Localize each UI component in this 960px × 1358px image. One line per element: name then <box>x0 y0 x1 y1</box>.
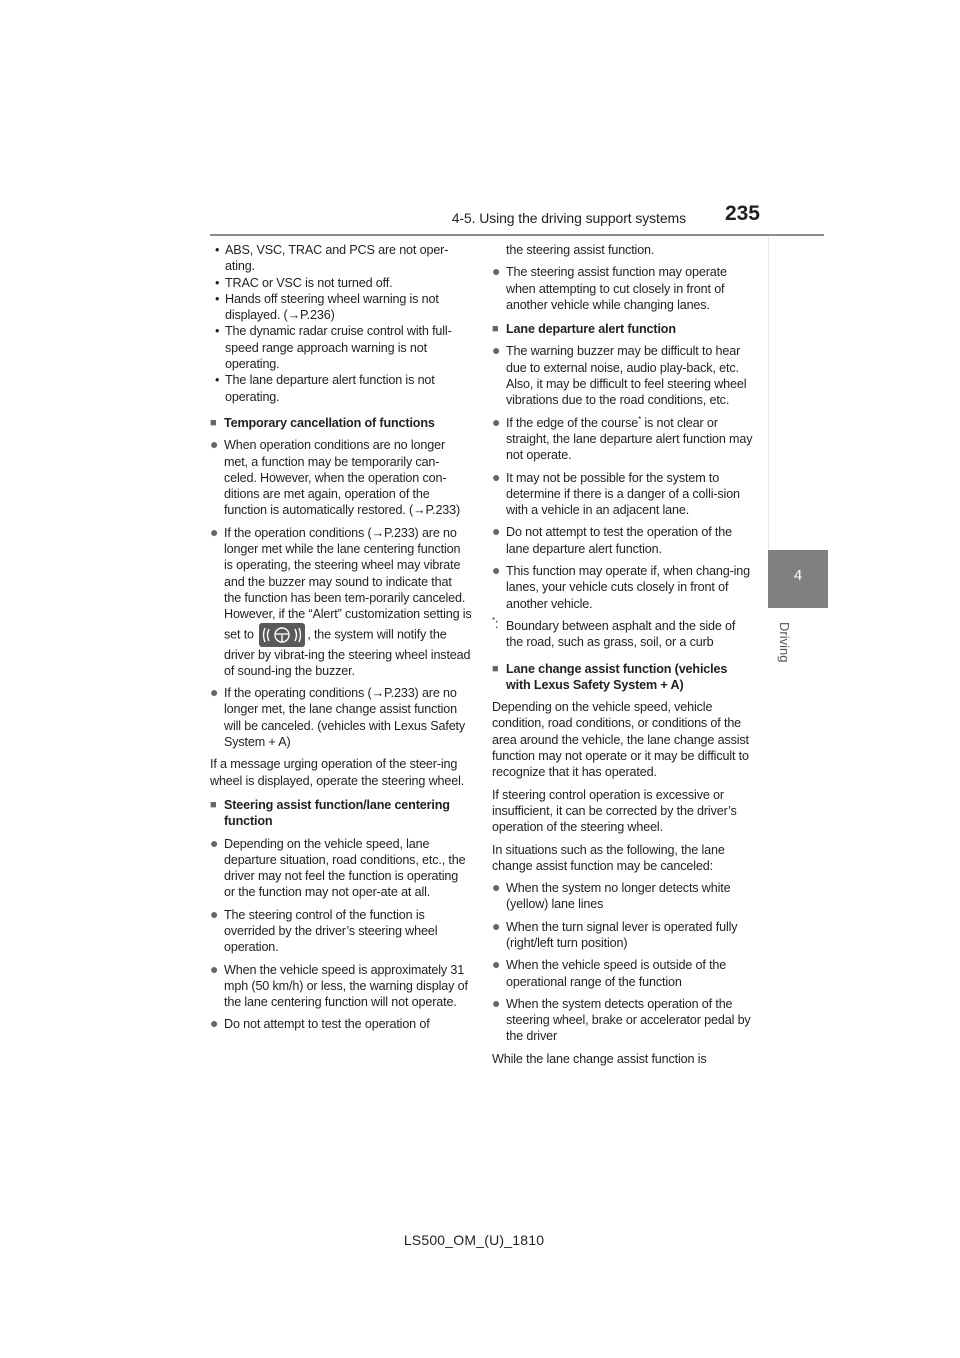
paragraph: Depending on the vehicle speed, vehicle condition, road conditions, or conditions of the area around the vehicle, the lane change assist function may not operate or it may be difficult to recognize that it has operated. <box>492 700 749 780</box>
list-item: ● If the edge of the course* is not clear or straight, the lane departure alert function may not operate. <box>492 413 753 463</box>
paragraph: While the lane change assist function is <box>492 1051 707 1066</box>
list-item: ● If the operation conditions (→P.233) are no longer met while the lane centering function is operating, the steering wheel may vibrate and the buzzer may sound to indicate that the function has been tem-porarily canceled. However, if the “Alert” customization setting is set to , the system will notify the driver by vibrat-ing the steering wheel instead of sound-ing the buzzer. <box>210 523 472 678</box>
paragraph: If a message urging operation of the steer-ing wheel is displayed, operate the steering wheel. <box>210 757 465 788</box>
list-item: ● When the system no longer detects white (yellow) lane lines <box>492 879 731 912</box>
list-item: ● This function may operate if, when chang-ing lanes, your vehicle cuts closely in front of another vehicle. <box>492 562 751 611</box>
list-item: ● Do not attempt to test the operation of the lane departure alert function. <box>492 523 732 556</box>
right-column <box>492 242 754 1067</box>
list-item: ● When the system detects operation of the steering wheel, brake or accelerator pedal by the driver <box>492 994 751 1044</box>
section-heading: ■ Temporary cancellation of functions <box>210 415 435 430</box>
paragraph-continuation: the steering assist function. <box>506 243 655 257</box>
section-heading: ■ Lane change assist function (vehicles with Lexus Safety System + A) <box>492 661 728 692</box>
paragraph: In situations such as the following, the lane change assist function may be canceled: <box>492 842 725 873</box>
chapter-label: Driving <box>777 622 792 663</box>
list-item: ● It may not be possible for the system to determine if there is a danger of a colli-sion with a vehicle in an adjacent lane. <box>492 468 740 518</box>
list-item: ● If the operating conditions (→P.233) are no longer met, the lane change assist function will be canceled. (vehicles with Lexus Safety System + A) <box>210 684 466 750</box>
footnote: *: Boundary between asphalt and the side of the road, such as grass, soil, or a curb <box>492 615 736 650</box>
list-item: ● Depending on the vehicle speed, lane departure situation, road conditions, etc., the driver may not feel the function is operating or the function may not oper-ate at all. <box>210 834 466 900</box>
list-item: • Hands off steering wheel warning is not displayed. (→P.236) <box>215 291 439 323</box>
list-item: ● Do not attempt to test the operation of <box>210 1015 430 1032</box>
list-item: ● When the vehicle speed is approximately 31 mph (50 km/h) or less, the warning display of the lane centering function will not operate. <box>210 960 468 1010</box>
left-column <box>210 242 472 1033</box>
list-item: ● The steering assist function may operate when attempting to cut closely in front of another vehicle while changing lanes. <box>492 263 727 312</box>
header-rule <box>210 234 824 236</box>
list-item: ● The steering control of the function is overrided by the driver’s steering wheel operation. <box>210 905 438 955</box>
list-item: ● When the vehicle speed is outside of the operational range of the function <box>492 956 727 989</box>
steering-wheel-vibration-icon <box>259 623 305 647</box>
paragraph: If steering control operation is excessive or insufficient, it can be corrected by the driver’s operation of the steering wheel. <box>492 787 737 835</box>
footer-code: LS500_OM_(U)_1810 <box>403 1232 545 1248</box>
list-item: ● When the turn signal lever is operated fully (right/left turn position) <box>492 917 738 950</box>
list-item: • ABS, VSC, TRAC and PCS are not oper-ating. <box>215 243 449 274</box>
section-heading: ■ Steering assist function/lane centering function <box>210 797 450 829</box>
chapter-number: 4 <box>793 567 803 584</box>
list-item: • The dynamic radar cruise control with full-speed range approach warning is not operating. <box>215 324 452 372</box>
list-item: ● When operation conditions are no longer met, a function may be temporarily can-celed. However, when the operation con-ditions are met again, operation of the function is automatically restored. (→P.233) <box>210 436 461 518</box>
page-number: 235 <box>724 202 760 225</box>
list-item: • The lane departure alert function is not operating. <box>215 373 435 404</box>
list-item: ● The warning buzzer may be difficult to hear due to external noise, audio play-back, etc. Also, it may be difficult to feel steering wheel vibrations due to the road conditions, etc. <box>492 342 747 408</box>
page-header <box>210 202 824 234</box>
list-item: • TRAC or VSC is not turned off. <box>215 275 393 290</box>
section-title: 4-5. Using the driving support systems <box>451 210 686 226</box>
tab-guide-line <box>768 236 828 550</box>
section-heading: ■ Lane departure alert function <box>492 322 676 337</box>
chapter-tab[interactable] <box>768 550 828 608</box>
footnote-ref: * <box>638 414 642 424</box>
